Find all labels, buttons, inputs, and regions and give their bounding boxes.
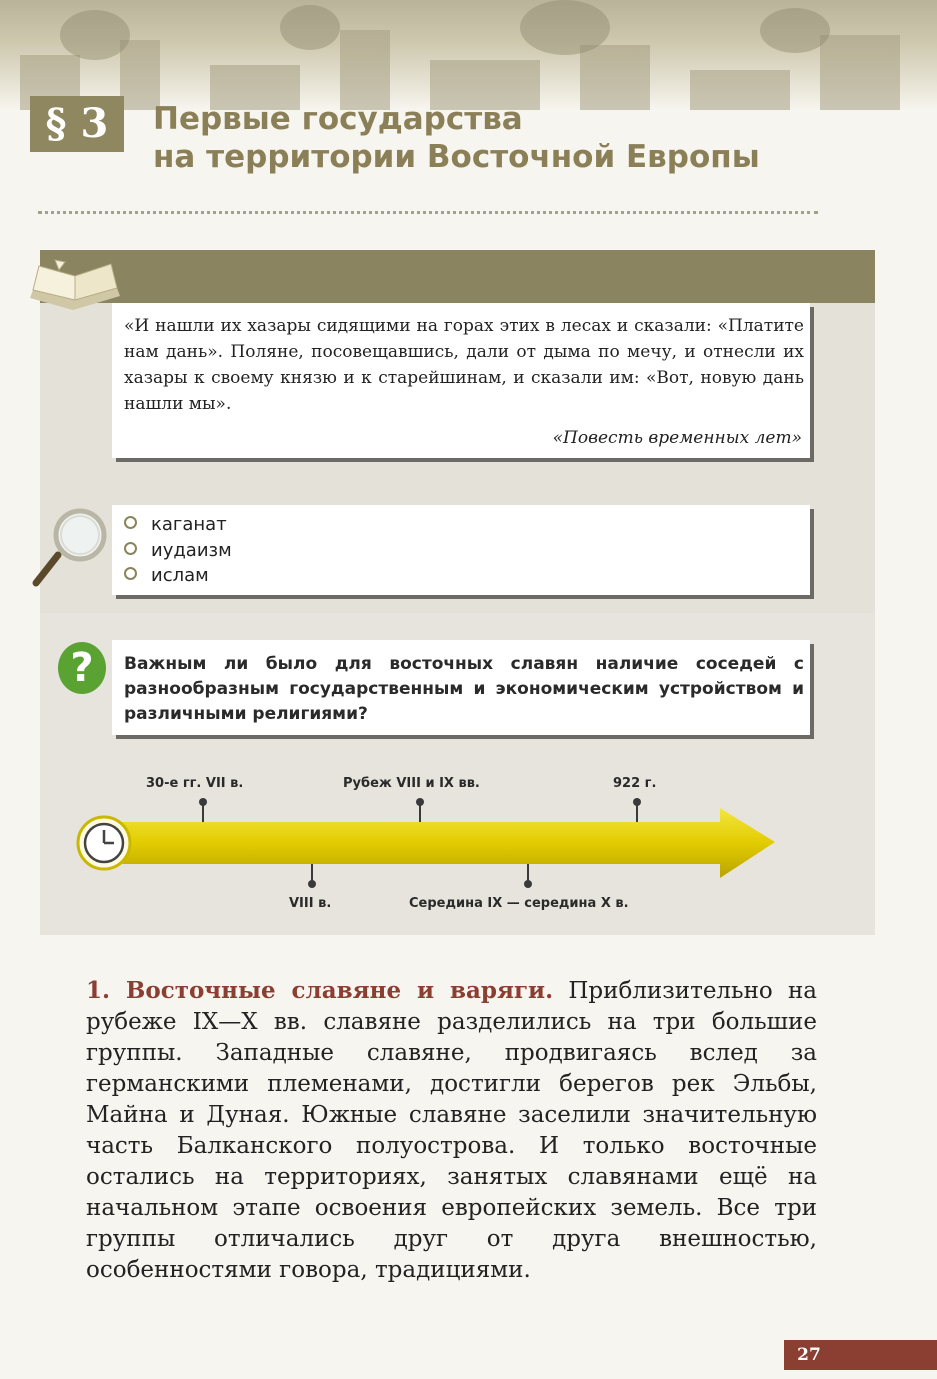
timeline-label-top: 30-е гг. VII в.: [146, 776, 244, 791]
keyword-label: каганат: [151, 514, 227, 535]
keyword-label: иудаизм: [151, 539, 232, 561]
timeline-label-top: Рубеж VIII и IX вв.: [343, 776, 480, 791]
keyword-item: [124, 538, 232, 564]
timeline-label-bottom: VIII в.: [289, 896, 332, 911]
chapter-title: [153, 100, 873, 176]
magnifier-icon: [30, 505, 115, 590]
keyword-item: [124, 512, 232, 538]
quote-source: «Повесть временных лет»: [552, 428, 802, 448]
timeline-label-top: 922 г.: [613, 776, 657, 791]
bullet-icon: [124, 567, 137, 580]
timeline-tick-top: [633, 798, 641, 822]
timeline-arrow: [100, 808, 775, 878]
question-mark-icon: ?: [58, 642, 106, 694]
chapter-title-line1: Первые государства: [153, 101, 523, 137]
section-heading: 1. Восточные славяне и варяги.: [86, 977, 554, 1004]
body-text: Приблизительно на рубеже IX—X вв. славяне разделились на три большие группы. Западные славяне, продвигаясь вслед за германскими племенами, достигли берегов рек Эльбы, Майна и Дуная. Южные славяне заселили значительную часть Балканского полуострова. И только восточные остались на территориях, занятых славянами ещё на начальном этапе освоения европейских земель. Все три группы отличались друг от друга внешностью, особенностями говора, традициями.: [86, 978, 817, 1283]
bullet-icon: [124, 542, 137, 555]
page-number: 27: [797, 1345, 821, 1365]
timeline-tick-top: [416, 798, 424, 822]
bullet-icon: [124, 516, 137, 529]
body-paragraph: [86, 975, 817, 1286]
section-badge: § 3: [30, 96, 124, 152]
title-divider: [38, 211, 818, 214]
clock-icon: [78, 817, 130, 869]
header-illustration: [0, 0, 937, 110]
chapter-title-line2: на территории Восточной Европы: [153, 139, 760, 175]
timeline-tick-bottom: [524, 864, 532, 888]
timeline-tick-bottom: [308, 864, 316, 888]
timeline-label-bottom: Середина IX — середина X в.: [409, 896, 629, 911]
quote-header-band: [40, 250, 875, 303]
keyword-label: ислам: [151, 565, 209, 586]
timeline-tick-top: [199, 798, 207, 822]
quote-text: «И нашли их хазары сидящими на горах этих в лесах и сказали: «Платите нам дань». Поляне, посовещавшись, дали от дыма по мечу, и отнесли их хазары к своему князю и к старейшинам, и сказали им: «Вот, новую дань нашли мы».: [124, 316, 804, 414]
keywords-list: [124, 512, 232, 589]
keyword-item: [124, 563, 232, 589]
open-book-icon: [25, 258, 125, 318]
question-text: Важным ли было для восточных славян наличие соседей с разнообразным государственным и экономическим устройством и различными религиями?: [124, 654, 804, 724]
